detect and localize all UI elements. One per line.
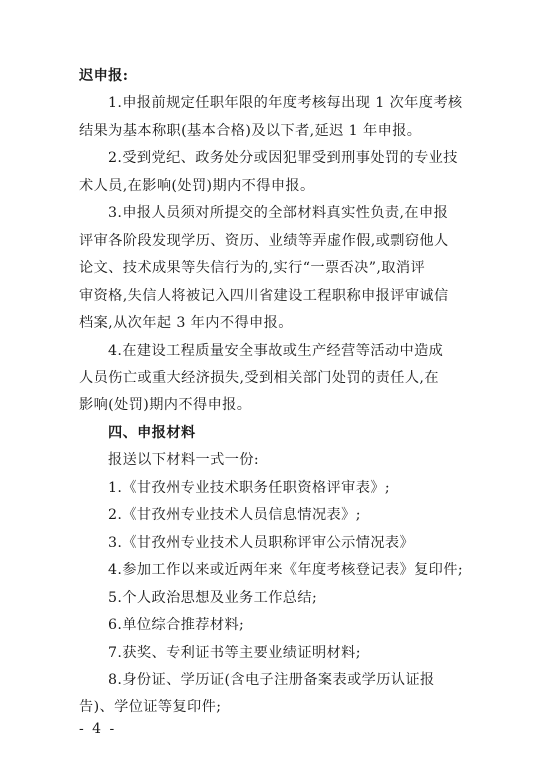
text-line: 术人员,在影响(处罚)期内不得申报。	[79, 177, 315, 194]
paragraph-1	[79, 90, 481, 145]
materials-intro: 报送以下材料一式一份:	[108, 452, 260, 469]
text-line: 影响(处罚)期内不得申报。	[79, 397, 252, 414]
text-line: 人员伤亡或重大经济损失,受到相关部门处罚的责任人,在	[79, 369, 439, 386]
list-item: 1.《甘孜州专业技术职务任职资格评审表》;	[108, 479, 391, 496]
text-line: 档案,从次年起 3 年内不得申报。	[79, 315, 293, 332]
section-title: 四、申报材料	[108, 424, 196, 441]
paragraph-4	[79, 338, 481, 420]
text-line: 8.身份证、学历证(含电子注册备案表或学历认证报	[108, 671, 435, 688]
list-item: 4.参加工作以来或近两年来《年度考核登记表》复印件;	[108, 562, 464, 579]
list-item: 6.单位综合推荐材料;	[108, 617, 245, 634]
text-line: 评审各阶段发现学历、资历、业绩等弄虚作假,或剽窃他人	[79, 232, 449, 249]
text-line: 论文、技术成果等失信行为的,实行“一票否决”,取消评	[79, 260, 426, 277]
document-body	[79, 63, 481, 722]
list-item: 7.获奖、专利证书等主要业绩证明材料;	[108, 644, 361, 661]
heading-fragment: 迟申报:	[79, 68, 129, 84]
page-number: - 4 -	[79, 721, 117, 737]
text-line: 结果为基本称职(基本合格)及以下者,延迟 1 年申报。	[79, 122, 422, 139]
paragraph-2	[79, 145, 481, 200]
text-line: 4.在建设工程质量安全事故或生产经营等活动中造成	[108, 342, 444, 359]
list-item: 3.《甘孜州专业技术人员职称评审公示情况表》	[108, 534, 415, 551]
list-item: 2.《甘孜州专业技术人员信息情况表》;	[108, 507, 361, 524]
text-line: 告)、学位证等复印件;	[79, 699, 222, 716]
list-item	[79, 667, 481, 722]
text-line: 1.申报前规定任职年限的年度考核每出现 1 次年度考核	[108, 95, 463, 112]
text-line: 3.申报人员须对所提交的全部材料真实性负责,在申报	[108, 205, 449, 222]
text-line: 2.受到党纪、政务处分或因犯罪受到刑事处罚的专业技	[108, 150, 458, 167]
materials-list	[79, 475, 481, 722]
text-line: 审资格,失信人将被记入四川省建设工程职称申报评审诚信	[79, 287, 449, 304]
list-item: 5.个人政治思想及业务工作总结;	[108, 589, 318, 606]
paragraph-3	[79, 200, 481, 337]
